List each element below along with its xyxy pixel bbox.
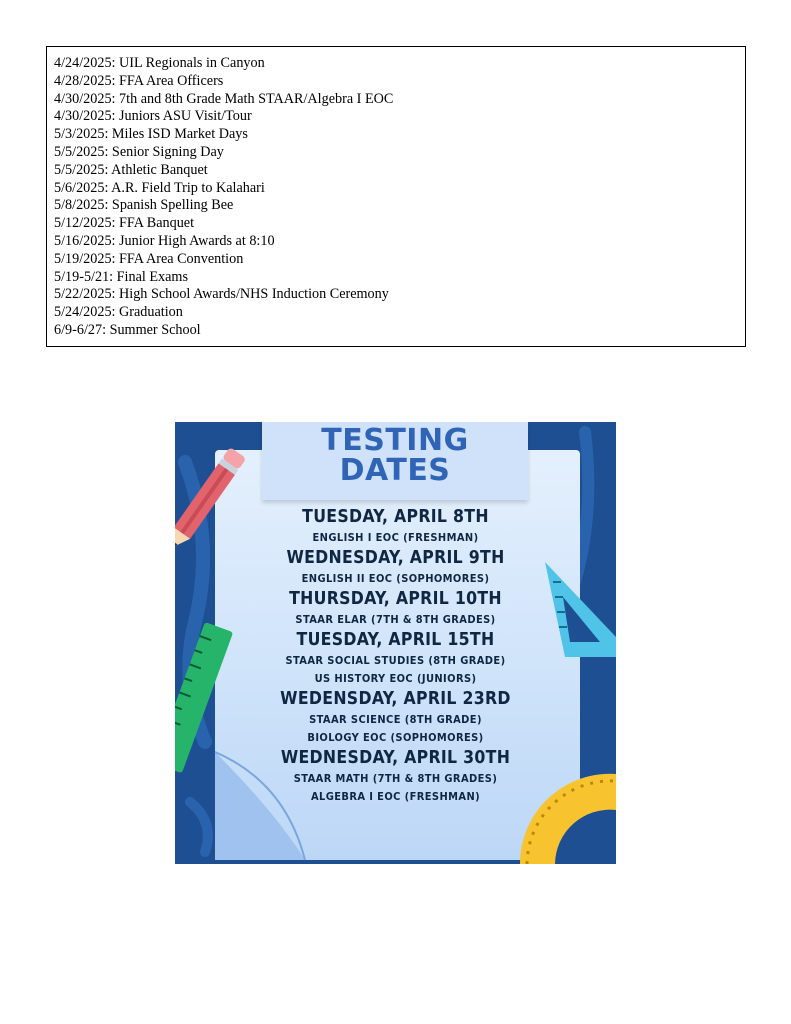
day-block: [175, 629, 616, 688]
test-line: BIOLOGY EOC (SOPHOMORES): [307, 731, 484, 744]
event-item: 5/22/2025: High School Awards/NHS Induction Ceremony: [54, 286, 389, 303]
test-line: STAAR MATH (7TH & 8TH GRADES): [293, 772, 498, 785]
event-item: 5/5/2025: Athletic Banquet: [54, 161, 208, 178]
test-line: ENGLISH II EOC (SOPHOMORES): [301, 572, 490, 585]
event-item: 5/5/2025: Senior Signing Day: [54, 143, 224, 160]
test-line: ALGEBRA I EOC (FRESHMAN): [310, 790, 481, 803]
test-line: STAAR ELAR (7TH & 8TH GRADES): [295, 613, 496, 626]
testing-dates-poster: [175, 422, 616, 864]
event-item: 5/24/2025: Graduation: [54, 304, 183, 321]
event-item: 4/30/2025: Juniors ASU Visit/Tour: [54, 108, 252, 125]
event-item: 4/30/2025: 7th and 8th Grade Math STAAR/Algebra I EOC: [54, 90, 394, 107]
test-line: US HISTORY EOC (JUNIORS): [314, 672, 477, 685]
day-heading: WEDNESDAY, APRIL 9TH: [286, 548, 505, 568]
day-heading: THURSDAY, APRIL 10TH: [289, 589, 502, 609]
testing-schedule: [175, 506, 616, 806]
day-heading: TUESDAY, APRIL 15TH: [296, 630, 495, 650]
event-item: 5/16/2025: Junior High Awards at 8:10: [54, 232, 275, 249]
event-item: 5/19/2025: FFA Area Convention: [54, 250, 244, 267]
day-block: [175, 588, 616, 629]
test-line: STAAR SCIENCE (8TH GRADE): [309, 713, 482, 726]
events-calendar-box: [46, 46, 746, 347]
test-line: STAAR SOCIAL STUDIES (8TH GRADE): [285, 654, 506, 667]
event-item: 4/28/2025: FFA Area Officers: [54, 72, 224, 89]
event-item: 5/8/2025: Spanish Spelling Bee: [54, 197, 234, 214]
day-block: [175, 547, 616, 588]
day-heading: WEDENSDAY, APRIL 23RD: [280, 689, 511, 709]
day-block: [175, 747, 616, 806]
day-heading: WEDNESDAY, APRIL 30TH: [280, 748, 511, 768]
poster-title-line2: DATES: [339, 453, 451, 488]
event-item: 5/12/2025: FFA Banquet: [54, 215, 195, 232]
event-item: 6/9-6/27: Summer School: [54, 321, 201, 338]
event-item: 5/6/2025: A.R. Field Trip to Kalahari: [54, 179, 265, 196]
event-item: 5/3/2025: Miles ISD Market Days: [54, 126, 248, 143]
day-block: [175, 688, 616, 747]
event-item: 5/19-5/21: Final Exams: [54, 268, 188, 285]
event-item: 4/24/2025: UIL Regionals in Canyon: [54, 55, 265, 71]
poster-title-line1: TESTING: [321, 423, 469, 458]
day-block: [175, 506, 616, 547]
events-list: [54, 55, 745, 340]
test-line: ENGLISH I EOC (FRESHMAN): [312, 531, 479, 544]
day-heading: TUESDAY, APRIL 8TH: [302, 507, 489, 527]
